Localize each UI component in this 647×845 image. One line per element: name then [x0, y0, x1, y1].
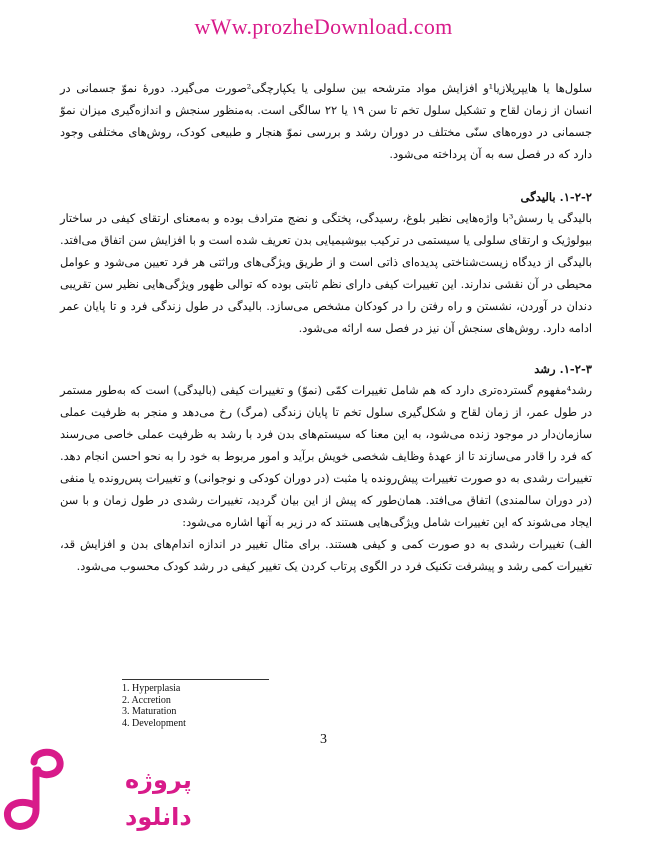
- logo-text-line2: دانلود: [125, 803, 192, 831]
- footnotes: [122, 683, 186, 729]
- section-maturation: [60, 186, 592, 340]
- footnote: 1. Hyperplasia: [122, 683, 181, 694]
- section-development: [60, 358, 592, 578]
- section-heading: ۱-۲-۲. بالیدگی: [520, 190, 592, 204]
- section-paragraph: رشد⁴مفهوم گسترده‌تری دارد که هم شامل تغییرات کمّی (نموّ) و تغییرات کیفی (بالیدگی) است که به‌طور مستمر در طول عمر، از زمان لقاح و شکل‌گیری سلول تخم تا پایان زندگی (مرگ) رخ می‌دهد و منجر به ظرفیت عملی سازمان‌دار در موجود زنده می‌شود، به این معنا که سیستم‌های بدن فرد با رشد به ظرفیت عملی خاصی می‌رسند که فرد را قادر می‌سازند تا از عهدۀ وظایف شخصی خویش برآید و امور مربوط به خود را به نحو احسن انجام دهد. تغییرات رشدی به دو صورت تغییرات پیش‌رونده یا مثبت (در دوران کودکی و نوجوانی) و تغییرات پس‌رونده یا منفی (در دوران سالمندی) اتفاق می‌افتد. همان‌طور که پیش از این بیان گردید، تغییرات رشدی در طول زمان و با سن ایجاد می‌شوند که این تغییرات شامل ویژگی‌هایی هستند که در زیر به آنها اشاره می‌شود:: [60, 384, 592, 529]
- list-item-a: الف) تغییرات رشدی به دو صورت کمی و کیفی هستند. برای مثال تغییر در اندازه اندام‌های بدن و افزایش قد، تغییرات کمی رشد و پیشرفت تکنیک فرد در الگوی پرتاب کردن یک تغییر کیفی در رشد کودک محسوب می‌شود.: [60, 538, 592, 573]
- logo-text-line1: پروژه: [125, 766, 192, 794]
- section-heading: ۱-۲-۳. رشد: [534, 362, 592, 376]
- footnote-divider: [122, 679, 269, 680]
- section-paragraph: بالیدگی یا رسش³با واژه‌هایی نظیر بلوغ، رسیدگی، پختگی و نضج مترادف بوده و به‌معنای ارتقای کیفی در ساختار بیولوژیک و ارتقای سلولی یا سیستمی در ترکیب بیوشیمیایی بدن تعریف شده است و با افزایش سن اتفاق می‌افتد. بالیدگی از دیدگاه زیست‌شناختی پدیده‌ای ذاتی است و از طریق ویژگی‌های وراثتی هر فرد تعیین می‌شود و عوامل محیطی در آن نقشی ندارند. این تغییرات کیفی دارای نظم ثابتی بوده که توالی ظهور ویژگی‌هایی نظیر سن تقریبی دندان در آوردن، نشستن و راه رفتن را در کودکان مشخص می‌سازد. بالیدگی در طول زندگی فرد و تا پایان عمر ادامه دارد. روش‌های سنجش آن نیز در فصل سه ارائه می‌شود.: [60, 212, 592, 335]
- intro-paragraph: سلول‌ها یا هایپرپلازیا¹و افزایش مواد مترشحه بین سلولی یا یکپارچگی²صورت می‌گیرد. دورۀ نموّ جسمانی در انسان از زمان لقاح و تشکیل سلول تخم تا سن ۱۹ یا ۲۲ سالگی است. به‌منظور سنجش و اندازه‌گیری میزان نموّ جسمانی در دوره‌های سنّی مختلف در دوران رشد و بررسی نموّ هنجار و طبیعی کودک، روش‌های مختلفی وجود دارد که در فصل سه به آن پرداخته می‌شود.: [60, 82, 592, 161]
- page-number: 3: [320, 732, 327, 747]
- page-body: [60, 78, 592, 578]
- footnote: 2. Accretion: [122, 694, 171, 706]
- watermark-url: wWw.prozheDownload.com: [194, 14, 453, 39]
- footnote: 4. Development: [122, 717, 186, 729]
- footnote: 3. Maturation: [122, 706, 177, 717]
- prozhe-download-logo: [0, 740, 192, 845]
